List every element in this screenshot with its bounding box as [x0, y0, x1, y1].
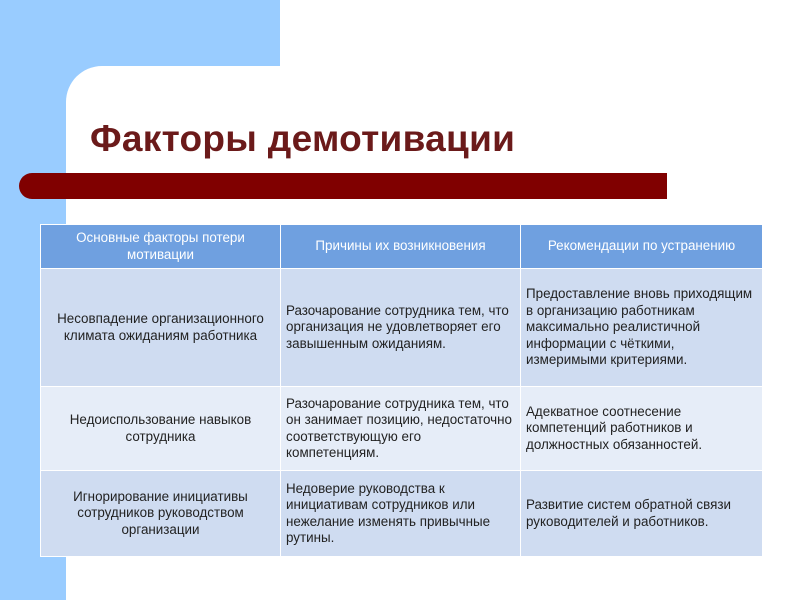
table-row [41, 269, 763, 387]
recommendation-cell: Предоставление вновь приходящим в организацию работникам максимально реалистичной информации с чёткими, измеримыми критериями. [521, 269, 763, 387]
title-rule [19, 173, 667, 199]
table-row [41, 387, 763, 471]
slide-title: Факторы демотивации [90, 118, 516, 159]
header-recommendations: Рекомендации по устранению [521, 225, 763, 269]
table-row [41, 471, 763, 557]
factors-table [40, 224, 763, 557]
factor-cell: Игнорирование инициативы сотрудников руководством организации [41, 471, 281, 557]
cause-cell: Разочарование сотрудника тем, что он занимает позицию, недостаточно соответствующую его компетенциям. [281, 387, 521, 471]
recommendation-cell: Развитие систем обратной связи руководителей и работников. [521, 471, 763, 557]
cause-cell: Недоверие руководства к инициативам сотрудников или нежелание изменять привычные рутины. [281, 471, 521, 557]
recommendation-cell: Адекватное соотнесение компетенций работников и должностных обязанностей. [521, 387, 763, 471]
cause-cell: Разочарование сотрудника тем, что организация не удовлетворяет его завышенным ожиданиям. [281, 269, 521, 387]
header-factors: Основные факторы потери мотивации [41, 225, 281, 269]
header-causes: Причины их возникновения [281, 225, 521, 269]
table-header-row [41, 225, 763, 269]
factor-cell: Недоиспользование навыков сотрудника [41, 387, 281, 471]
factor-cell: Несовпадение организационного климата ожиданиям работника [41, 269, 281, 387]
